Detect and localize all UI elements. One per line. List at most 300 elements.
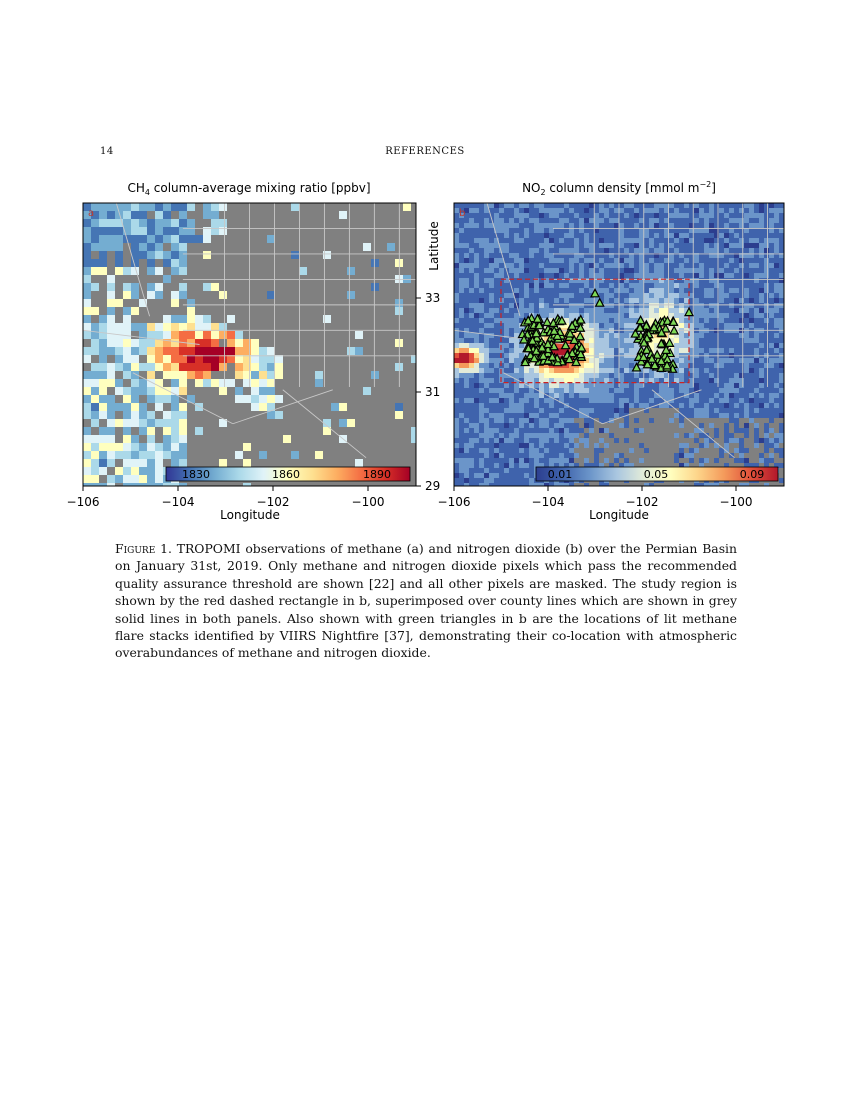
no2-pixel [534, 383, 539, 388]
no2-pixel [604, 373, 609, 378]
no2-pixel [539, 433, 544, 438]
no2-pixel [544, 368, 549, 373]
no2-pixel [674, 298, 679, 303]
no2-pixel [484, 388, 489, 393]
no2-pixel [499, 213, 504, 218]
ch4-pixel [83, 379, 91, 387]
no2-pixel [629, 243, 634, 248]
no2-pixel [764, 433, 769, 438]
no2-pixel [584, 333, 589, 338]
ch4-pixel [83, 307, 91, 315]
no2-pixel [654, 258, 659, 263]
no2-pixel [739, 308, 744, 313]
no2-pixel [624, 243, 629, 248]
ch4-pixel [131, 387, 139, 395]
no2-pixel [484, 363, 489, 368]
no2-pixel [559, 238, 564, 243]
no2-pixel [629, 388, 634, 393]
no2-pixel [574, 448, 579, 453]
no2-pixel [489, 308, 494, 313]
no2-pixel [474, 283, 479, 288]
no2-pixel [779, 473, 784, 478]
no2-pixel [679, 383, 684, 388]
no2-pixel [779, 243, 784, 248]
no2-pixel [724, 303, 729, 308]
no2-pixel [554, 273, 559, 278]
no2-pixel [629, 358, 634, 363]
ch4-pixel [179, 267, 187, 275]
no2-pixel [549, 453, 554, 458]
no2-pixel [569, 308, 574, 313]
ch4-pixel [243, 395, 251, 403]
no2-pixel [674, 303, 679, 308]
no2-pixel [584, 398, 589, 403]
no2-pixel [709, 413, 714, 418]
ch4-pixel [203, 347, 211, 355]
no2-pixel [494, 473, 499, 478]
no2-pixel [744, 408, 749, 413]
no2-pixel [544, 458, 549, 463]
no2-pixel [734, 453, 739, 458]
no2-pixel [729, 403, 734, 408]
no2-pixel [639, 438, 644, 443]
no2-pixel [774, 338, 779, 343]
ch4-pixel [139, 459, 147, 467]
no2-pixel [614, 238, 619, 243]
no2-pixel [474, 423, 479, 428]
no2-pixel [604, 288, 609, 293]
no2-pixel [764, 203, 769, 208]
no2-pixel [774, 378, 779, 383]
ch4-pixel [107, 323, 115, 331]
no2-pixel [604, 338, 609, 343]
ch4-pixel [155, 363, 163, 371]
no2-pixel [629, 443, 634, 448]
ch4-pixel [171, 411, 179, 419]
no2-pixel [559, 223, 564, 228]
ch4-pixel [147, 475, 155, 483]
no2-pixel [609, 363, 614, 368]
ch4-pixel [203, 315, 211, 323]
ch4-pixel [163, 411, 171, 419]
no2-pixel [749, 323, 754, 328]
no2-pixel [734, 323, 739, 328]
no2-pixel [619, 458, 624, 463]
ch4-pixel [155, 347, 163, 355]
no2-pixel [719, 368, 724, 373]
no2-pixel [494, 393, 499, 398]
no2-pixel [599, 373, 604, 378]
no2-pixel [519, 308, 524, 313]
ch4-pixel [171, 395, 179, 403]
no2-pixel [604, 333, 609, 338]
no2-pixel [609, 263, 614, 268]
no2-pixel [684, 223, 689, 228]
no2-pixel [779, 343, 784, 348]
no2-pixel [744, 203, 749, 208]
no2-pixel [699, 208, 704, 213]
no2-pixel [624, 403, 629, 408]
no2-pixel [504, 428, 509, 433]
no2-pixel [464, 238, 469, 243]
no2-pixel [494, 253, 499, 258]
no2-pixel [474, 318, 479, 323]
no2-pixel [749, 298, 754, 303]
ch4-pixel [107, 379, 115, 387]
ch4-pixel [235, 387, 243, 395]
no2-pixel [754, 428, 759, 433]
no2-pixel [719, 278, 724, 283]
no2-pixel [759, 303, 764, 308]
no2-pixel [484, 463, 489, 468]
no2-pixel [474, 408, 479, 413]
y-tick-31: 31 [425, 385, 441, 399]
no2-pixel [619, 258, 624, 263]
no2-pixel [544, 228, 549, 233]
no2-pixel [554, 248, 559, 253]
no2-pixel [759, 263, 764, 268]
ch4-pixel [139, 475, 147, 483]
no2-pixel [454, 408, 459, 413]
no2-pixel [509, 203, 514, 208]
no2-pixel [589, 443, 594, 448]
no2-pixel [689, 458, 694, 463]
no2-pixel [454, 258, 459, 263]
ch4-pixel [107, 283, 115, 291]
ch4-pixel [155, 395, 163, 403]
page-header [0, 146, 850, 162]
no2-pixel [539, 213, 544, 218]
no2-pixel [529, 303, 534, 308]
no2-pixel [609, 333, 614, 338]
no2-pixel [679, 323, 684, 328]
no2-pixel [454, 243, 459, 248]
no2-pixel [509, 348, 514, 353]
no2-pixel [469, 388, 474, 393]
no2-pixel [779, 323, 784, 328]
no2-pixel [649, 298, 654, 303]
no2-pixel [674, 233, 679, 238]
no2-pixel [544, 258, 549, 263]
no2-pixel [629, 408, 634, 413]
no2-pixel [489, 438, 494, 443]
ch4-pixel [163, 211, 171, 219]
no2-pixel [534, 283, 539, 288]
no2-pixel [454, 288, 459, 293]
ch4-pixel [139, 379, 147, 387]
no2-pixel [639, 393, 644, 398]
no2-pixel [499, 233, 504, 238]
no2-pixel [594, 368, 599, 373]
no2-pixel [479, 213, 484, 218]
no2-pixel [504, 453, 509, 458]
no2-pixel [454, 383, 459, 388]
no2-pixel [554, 403, 559, 408]
no2-pixel [564, 383, 569, 388]
no2-pixel [689, 398, 694, 403]
no2-pixel [474, 463, 479, 468]
no2-pixel [674, 403, 679, 408]
ch4-pixel [235, 331, 243, 339]
ch4-pixel [107, 347, 115, 355]
no2-pixel [699, 383, 704, 388]
no2-pixel [744, 248, 749, 253]
no2-pixel [469, 353, 474, 358]
no2-pixel [529, 423, 534, 428]
no2-pixel [489, 423, 494, 428]
ch4-pixel [163, 451, 171, 459]
ch4-pixel [115, 299, 123, 307]
no2-pixel [729, 263, 734, 268]
no2-pixel [644, 293, 649, 298]
ch4-pixel [195, 371, 203, 379]
no2-pixel [624, 293, 629, 298]
no2-pixel [479, 413, 484, 418]
no2-pixel [629, 293, 634, 298]
no2-pixel [474, 378, 479, 383]
no2-pixel [779, 413, 784, 418]
no2-pixel [504, 258, 509, 263]
no2-pixel [674, 438, 679, 443]
no2-pixel [719, 203, 724, 208]
no2-pixel [764, 373, 769, 378]
no2-pixel [779, 338, 784, 343]
no2-pixel [529, 388, 534, 393]
no2-pixel [754, 443, 759, 448]
no2-pixel [709, 273, 714, 278]
no2-pixel [709, 368, 714, 373]
no2-pixel [759, 323, 764, 328]
no2-pixel [664, 428, 669, 433]
no2-pixel [464, 343, 469, 348]
no2-pixel [699, 358, 704, 363]
no2-pixel [459, 328, 464, 333]
no2-pixel [629, 438, 634, 443]
no2-pixel [509, 343, 514, 348]
no2-pixel [654, 418, 659, 423]
no2-pixel [699, 298, 704, 303]
no2-pixel [504, 443, 509, 448]
no2-pixel [744, 308, 749, 313]
ch4-pixel [195, 403, 203, 411]
no2-pixel [739, 268, 744, 273]
no2-pixel [534, 303, 539, 308]
no2-pixel [724, 288, 729, 293]
no2-pixel [739, 323, 744, 328]
ch4-pixel [107, 235, 115, 243]
ch4-pixel [187, 323, 195, 331]
ch4-pixel [203, 323, 211, 331]
no2-pixel [734, 238, 739, 243]
no2-pixel [479, 363, 484, 368]
no2-pixel [734, 433, 739, 438]
no2-pixel [454, 238, 459, 243]
no2-pixel [484, 368, 489, 373]
ch4-pixel [171, 355, 179, 363]
no2-pixel [624, 238, 629, 243]
no2-pixel [704, 263, 709, 268]
no2-pixel [674, 223, 679, 228]
no2-pixel [539, 418, 544, 423]
no2-pixel [769, 238, 774, 243]
no2-pixel [774, 243, 779, 248]
no2-pixel [629, 323, 634, 328]
no2-pixel [679, 203, 684, 208]
no2-pixel [714, 388, 719, 393]
no2-pixel [729, 383, 734, 388]
no2-pixel [734, 293, 739, 298]
no2-pixel [634, 433, 639, 438]
no2-pixel [759, 273, 764, 278]
no2-pixel [534, 393, 539, 398]
no2-pixel [464, 243, 469, 248]
ch4-pixel [131, 451, 139, 459]
ch4-pixel [155, 291, 163, 299]
no2-pixel [579, 453, 584, 458]
no2-pixel [534, 418, 539, 423]
no2-pixel [734, 218, 739, 223]
no2-pixel [479, 283, 484, 288]
no2-pixel [774, 308, 779, 313]
no2-pixel [514, 268, 519, 273]
ch4-pixel [139, 227, 147, 235]
no2-pixel [679, 438, 684, 443]
no2-pixel [779, 368, 784, 373]
no2-pixel [764, 338, 769, 343]
no2-pixel [699, 233, 704, 238]
no2-pixel [694, 218, 699, 223]
no2-pixel [469, 463, 474, 468]
no2-pixel [554, 263, 559, 268]
no2-pixel [614, 398, 619, 403]
no2-pixel [534, 273, 539, 278]
no2-pixel [674, 293, 679, 298]
no2-pixel [589, 248, 594, 253]
ch4-pixel [83, 251, 91, 259]
no2-pixel [634, 418, 639, 423]
no2-pixel [574, 273, 579, 278]
no2-pixel [759, 368, 764, 373]
no2-pixel [749, 263, 754, 268]
no2-pixel [539, 423, 544, 428]
ch4-pixel [179, 403, 187, 411]
no2-pixel [474, 258, 479, 263]
no2-pixel [754, 243, 759, 248]
no2-pixel [764, 393, 769, 398]
no2-pixel [659, 383, 664, 388]
no2-pixel [459, 453, 464, 458]
no2-pixel [654, 248, 659, 253]
no2-pixel [639, 233, 644, 238]
no2-pixel [719, 438, 724, 443]
no2-pixel [619, 338, 624, 343]
no2-pixel [729, 388, 734, 393]
no2-pixel [549, 263, 554, 268]
no2-pixel [764, 213, 769, 218]
ch4-pixel [115, 387, 123, 395]
no2-pixel [464, 413, 469, 418]
no2-pixel [474, 268, 479, 273]
no2-pixel [744, 413, 749, 418]
no2-pixel [579, 283, 584, 288]
no2-pixel [599, 243, 604, 248]
ch4-pixel [99, 243, 107, 251]
no2-pixel [734, 418, 739, 423]
no2-pixel [629, 363, 634, 368]
no2-pixel [744, 243, 749, 248]
no2-pixel [684, 403, 689, 408]
no2-pixel [694, 223, 699, 228]
no2-pixel [724, 243, 729, 248]
no2-pixel [694, 403, 699, 408]
latitude-axis [416, 221, 441, 493]
no2-pixel [759, 393, 764, 398]
no2-pixel [454, 463, 459, 468]
no2-pixel [509, 303, 514, 308]
no2-pixel [594, 403, 599, 408]
no2-pixel [579, 393, 584, 398]
no2-pixel [764, 388, 769, 393]
no2-pixel [544, 213, 549, 218]
no2-pixel [609, 288, 614, 293]
no2-pixel [469, 228, 474, 233]
no2-pixel [574, 368, 579, 373]
no2-pixel [764, 278, 769, 283]
no2-pixel [639, 273, 644, 278]
no2-pixel [699, 408, 704, 413]
no2-pixel [734, 378, 739, 383]
no2-pixel [519, 443, 524, 448]
no2-pixel [579, 373, 584, 378]
no2-pixel [469, 318, 474, 323]
no2-pixel [629, 218, 634, 223]
no2-pixel [749, 248, 754, 253]
no2-pixel [719, 243, 724, 248]
no2-pixel [514, 478, 519, 483]
no2-pixel [669, 443, 674, 448]
no2-pixel [694, 233, 699, 238]
no2-pixel [749, 363, 754, 368]
no2-pixel [674, 388, 679, 393]
no2-pixel [764, 238, 769, 243]
no2-pixel [684, 408, 689, 413]
no2-pixel [504, 418, 509, 423]
no2-pixel [649, 218, 654, 223]
no2-pixel [689, 428, 694, 433]
ch4-pixel [131, 307, 139, 315]
no2-pixel [729, 213, 734, 218]
no2-pixel [654, 413, 659, 418]
no2-pixel [704, 443, 709, 448]
no2-pixel [629, 268, 634, 273]
no2-pixel [649, 393, 654, 398]
no2-pixel [629, 348, 634, 353]
no2-pixel [709, 418, 714, 423]
no2-pixel [544, 403, 549, 408]
no2-pixel [529, 393, 534, 398]
no2-pixel [509, 298, 514, 303]
no2-pixel [719, 398, 724, 403]
no2-pixel [509, 448, 514, 453]
no2-pixel [669, 423, 674, 428]
ch4-pixel [131, 235, 139, 243]
no2-pixel [709, 378, 714, 383]
no2-pixel [724, 388, 729, 393]
no2-pixel [559, 368, 564, 373]
ch4-pixel [259, 387, 267, 395]
no2-pixel [734, 443, 739, 448]
no2-pixel [584, 243, 589, 248]
